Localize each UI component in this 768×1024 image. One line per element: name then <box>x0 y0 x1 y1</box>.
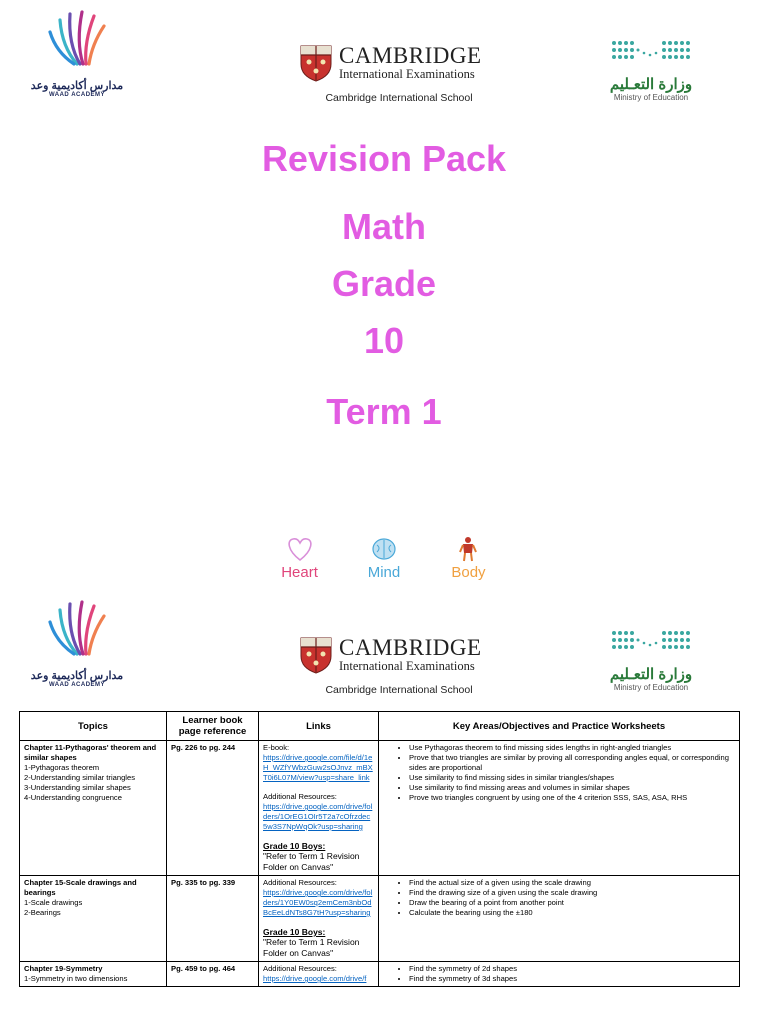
cambridge-logo-2 <box>299 636 499 696</box>
list-item: • Use similarity to find missing areas and volumes in similar shapes <box>409 783 735 793</box>
ministry-arabic-name: وزارة التعـليم <box>609 76 693 93</box>
objectives-list <box>383 878 735 918</box>
resources-link[interactable]: https://drive.google.com/drive/folders/1Y0EW0sq2emCem3nbOdBcEeLdNTs8G7tH?usp=sharing <box>263 888 373 917</box>
resources-label: Additional Resources: <box>263 878 337 887</box>
list-item: • Prove that two triangles are similar by proving all corresponding angles equal, or corresponding sides are proportional <box>409 753 735 773</box>
heart-label: Heart <box>281 564 318 581</box>
ministry-logo <box>596 38 706 102</box>
ministry-english-name: Ministry of Education <box>613 93 689 102</box>
page-reference: Pg. 335 to pg. 339 <box>167 876 259 962</box>
ministry-dots-icon <box>606 628 696 652</box>
chapter-title: Chapter 15-Scale drawings and bearings <box>24 878 137 897</box>
cambridge-logo <box>299 44 499 104</box>
cambridge-subtitle: International Examinations <box>339 67 475 81</box>
ebook-link[interactable]: https://drive.google.com/file/d/1eH_WZfYWbzGuw2sOJnvz_mBXT0i6L07M/view?usp=share_link <box>263 753 373 782</box>
table-row <box>20 741 740 876</box>
ministry-arabic-name: وزارة التعـليم <box>609 666 693 683</box>
boys-label: Grade 10 Boys: <box>263 841 326 851</box>
ministry-dots-icon <box>606 38 696 62</box>
cover-grade-number: 10 <box>363 320 405 361</box>
list-item: • Find the symmetry of 2d shapes <box>409 964 735 974</box>
cambridge-subtitle: International Examinations <box>339 659 475 673</box>
waad-academy-logo <box>12 2 142 98</box>
refer-note: "Refer to Term 1 Revision Folder on Canvas" <box>263 851 360 872</box>
objectives-list <box>383 743 735 803</box>
objectives-cell <box>379 741 740 876</box>
table-row <box>20 876 740 962</box>
chapter-title: Chapter 11-Pythagoras' theorem and similar shapes <box>24 743 157 762</box>
cambridge-name: CAMBRIDGE <box>339 43 482 68</box>
chapter-subtopics: 1-Scale drawings 2-Bearings <box>24 898 83 917</box>
objectives-cell <box>379 876 740 962</box>
boys-label: Grade 10 Boys: <box>263 927 326 937</box>
links-cell <box>259 962 379 987</box>
resources-label: Additional Resources: <box>263 964 337 973</box>
waad-english-name: WAAD ACADEMY <box>48 92 106 98</box>
chapter-title: Chapter 19-Symmetry <box>24 964 103 973</box>
list-item: • Calculate the bearing using the ±180 <box>409 908 735 918</box>
value-body <box>428 536 508 581</box>
topic-cell <box>20 876 167 962</box>
chapter-subtopics: 1-Symmetry in two dimensions <box>24 974 128 983</box>
cambridge-shield-icon <box>299 44 333 82</box>
waad-logo-mark-icon <box>42 2 112 72</box>
cover-grade-label: Grade <box>331 263 437 304</box>
chapter-subtopics: 1-Pythagoras theorem 2-Understanding similar triangles 3-Understanding similar shapes 4-Understanding congruence <box>24 763 136 802</box>
page-reference: Pg. 226 to pg. 244 <box>167 741 259 876</box>
value-heart <box>260 536 340 581</box>
values-row <box>0 536 768 581</box>
cambridge-name: CAMBRIDGE <box>339 635 482 660</box>
ministry-english-name: Ministry of Education <box>613 683 689 692</box>
topic-cell <box>20 741 167 876</box>
resources-link[interactable]: https://drive.google.com/drive/folders/1OrEG1OIr5T2a7cOfrzdec5w3S7NpWqOk?usp=sharing <box>263 802 373 831</box>
links-cell <box>259 876 379 962</box>
waad-arabic-name: مدارس أكاديمية وعد <box>30 670 124 682</box>
list-item: • Find the drawing size of a given using the scale drawing <box>409 888 735 898</box>
objectives-cell <box>379 962 740 987</box>
cover-term: Term 1 <box>326 391 442 432</box>
objectives-list <box>383 964 735 984</box>
cambridge-shield-icon <box>299 636 333 674</box>
list-item: • Draw the bearing of a point from another point <box>409 898 735 908</box>
brain-icon <box>369 536 399 562</box>
page-reference: Pg. 459 to pg. 464 <box>167 962 259 987</box>
topic-cell <box>20 962 167 987</box>
header-objectives: Key Areas/Objectives and Practice Worksheets <box>379 712 740 741</box>
header-topics: Topics <box>20 712 167 741</box>
cover-subject: Math <box>342 206 426 247</box>
value-mind <box>344 536 424 581</box>
mind-label: Mind <box>367 564 401 581</box>
cover-title: Revision Pack <box>261 138 507 179</box>
waad-logo-mark-icon <box>42 592 112 662</box>
cambridge-school-name: Cambridge International School <box>325 684 473 696</box>
header-page-reference: Learner book page reference <box>167 712 259 741</box>
topics-table <box>19 711 740 987</box>
waad-academy-logo-2 <box>12 592 142 688</box>
table-row <box>20 962 740 987</box>
links-cell <box>259 741 379 876</box>
list-item: • Use Pythagoras theorem to find missing sides lengths in right-angled triangles <box>409 743 735 753</box>
body-label: Body <box>451 564 486 581</box>
cambridge-school-name: Cambridge International School <box>325 92 473 104</box>
table-header-row <box>20 712 740 741</box>
resources-link[interactable]: https://drive.google.com/drive/f <box>263 974 367 983</box>
waad-english-name: WAAD ACADEMY <box>48 682 106 688</box>
ministry-logo-2 <box>596 628 706 692</box>
body-icon <box>453 536 483 562</box>
ebook-label: E-book: <box>263 743 290 752</box>
resources-label: Additional Resources: <box>263 792 337 801</box>
list-item: • Prove two triangles congruent by using one of the 4 criterion SSS, SAS, ASA, RHS <box>409 793 735 803</box>
list-item: • Find the actual size of a given using the scale drawing <box>409 878 735 888</box>
waad-arabic-name: مدارس أكاديمية وعد <box>30 80 124 92</box>
header-links: Links <box>259 712 379 741</box>
heart-icon <box>285 536 315 562</box>
list-item: • Use similarity to find missing sides in similar triangles/shapes <box>409 773 735 783</box>
refer-note: "Refer to Term 1 Revision Folder on Canvas" <box>263 937 360 958</box>
list-item: • Find the symmetry of 3d shapes <box>409 974 735 984</box>
